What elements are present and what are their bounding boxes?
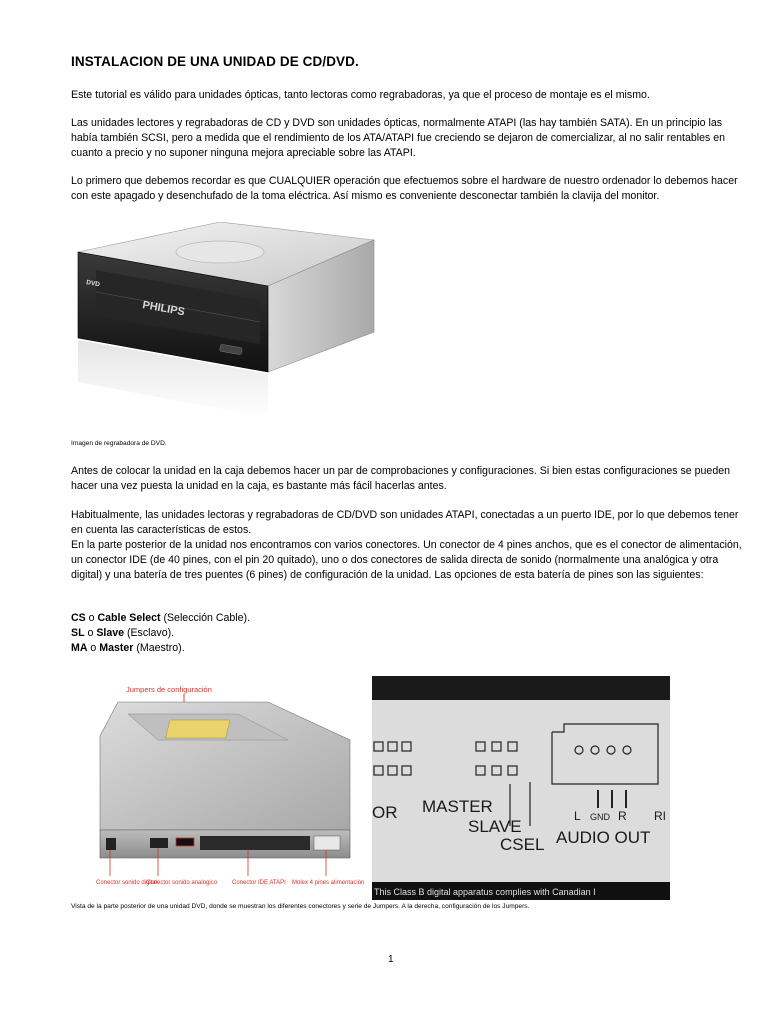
paragraph-checks	[71, 464, 743, 494]
jumpers-label: Jumpers de configuración	[126, 685, 212, 694]
label-csel: CSEL	[500, 835, 545, 854]
label-master: MASTER	[422, 797, 493, 816]
label-ide-connector: Conector IDE ATAPI	[232, 880, 286, 886]
paragraph-connectors	[71, 508, 743, 583]
figure2-caption: Vista de la parte posterior de una unidad DVD, donde se muestran los diferentes conectores y serie de Jumpers. A la derecha, configuración de los Jumpers.	[71, 903, 530, 910]
label-l: L	[574, 809, 581, 823]
compliance-text: This Class B digital apparatus complies with Canadian I	[374, 887, 596, 897]
paragraph-atapi	[71, 116, 743, 161]
label-r: R	[618, 809, 627, 823]
figure1-caption: Imagen de regrabadora de DVD.	[71, 440, 167, 447]
document-title: INSTALACION DE UNA UNIDAD DE CD/DVD.	[71, 54, 359, 69]
paragraph-text: Este tutorial es válido para unidades ópticas, tanto lectoras como regrabadoras, ya que el proceso de montaje es el mismo.	[71, 89, 650, 101]
paragraph-text: Antes de colocar la unidad en la caja debemos hacer un par de comprobaciones y configuraciones. Si bien estas configuraciones se pueden hacer una vez puesta la unidad en la caja, es bastante más fácil hacerlas antes.	[71, 465, 730, 492]
label-digital-audio: Conector sonido digital	[96, 880, 158, 886]
label-molex-power: Molex 4 pines alimentación	[292, 880, 365, 886]
dvd-drive-rear-image	[88, 680, 368, 900]
paragraph-text: Habitualmente, las unidades lectoras y regrabadoras de CD/DVD son unidades ATAPI, conectadas a un puerto IDE, por lo que debemos tener en cuenta las características de estos.	[71, 509, 739, 536]
dvd-drive-front-image	[72, 222, 378, 420]
jumper-option-ma: MA o Master (Maestro).	[71, 642, 185, 654]
label-gnd: GND	[590, 812, 610, 822]
jumper-option-cs: CS o Cable Select (Selección Cable).	[71, 612, 251, 624]
paragraph-text: Lo primero que debemos recordar es que CUALQUIER operación que efectuemos sobre el hardware de nuestro ordenador lo debemos hacer con este apagado y desenchufado de la toma eléctrica. Así mismo es conveniente desconectar también la clavija del monitor.	[71, 175, 738, 202]
label-audio-out: AUDIO OUT	[556, 828, 651, 847]
brand-label: PHILIPS	[141, 299, 186, 319]
label-ri: RI	[654, 809, 666, 823]
paragraph-safety	[71, 174, 743, 204]
label-analog-audio: Conector sonido analogico	[146, 880, 218, 886]
label-slave: SLAVE	[468, 817, 522, 836]
jumper-options-list	[71, 611, 250, 656]
jumper-option-sl: SL o Slave (Esclavo).	[71, 627, 175, 639]
paragraph-text: En la parte posterior de la unidad nos encontramos con varios conectores. Un conector de 4 pines anchos, que es el conector de alimentación, un conector IDE (de 40 pines, con el pin 20 quitado), uno o dos conectores de salida directa de sonido (normalmente una analógica y otra digital) y una batería de tres puentes (6 pines) de configuración de la unidad. Las opciones de esta batería de pines son las siguientes:	[71, 539, 742, 581]
jumper-closeup-image	[372, 676, 670, 900]
page-number: 1	[388, 954, 394, 965]
dvd-logo: DVD	[85, 279, 101, 289]
label-or: OR	[372, 803, 398, 822]
paragraph-intro	[71, 88, 743, 103]
paragraph-text: Las unidades lectores y regrabadoras de CD y DVD son unidades ópticas, normalmente ATAPI (las hay también SATA). En un principio las había también SCSI, pero a medida que el rendimiento de los ATA/ATAPI fue creciendo se dejaron de comercializar, al no salir rentables en cuanto a precio y no suponer ninguna mejora apreciable sobre las ATAPI.	[71, 117, 726, 159]
